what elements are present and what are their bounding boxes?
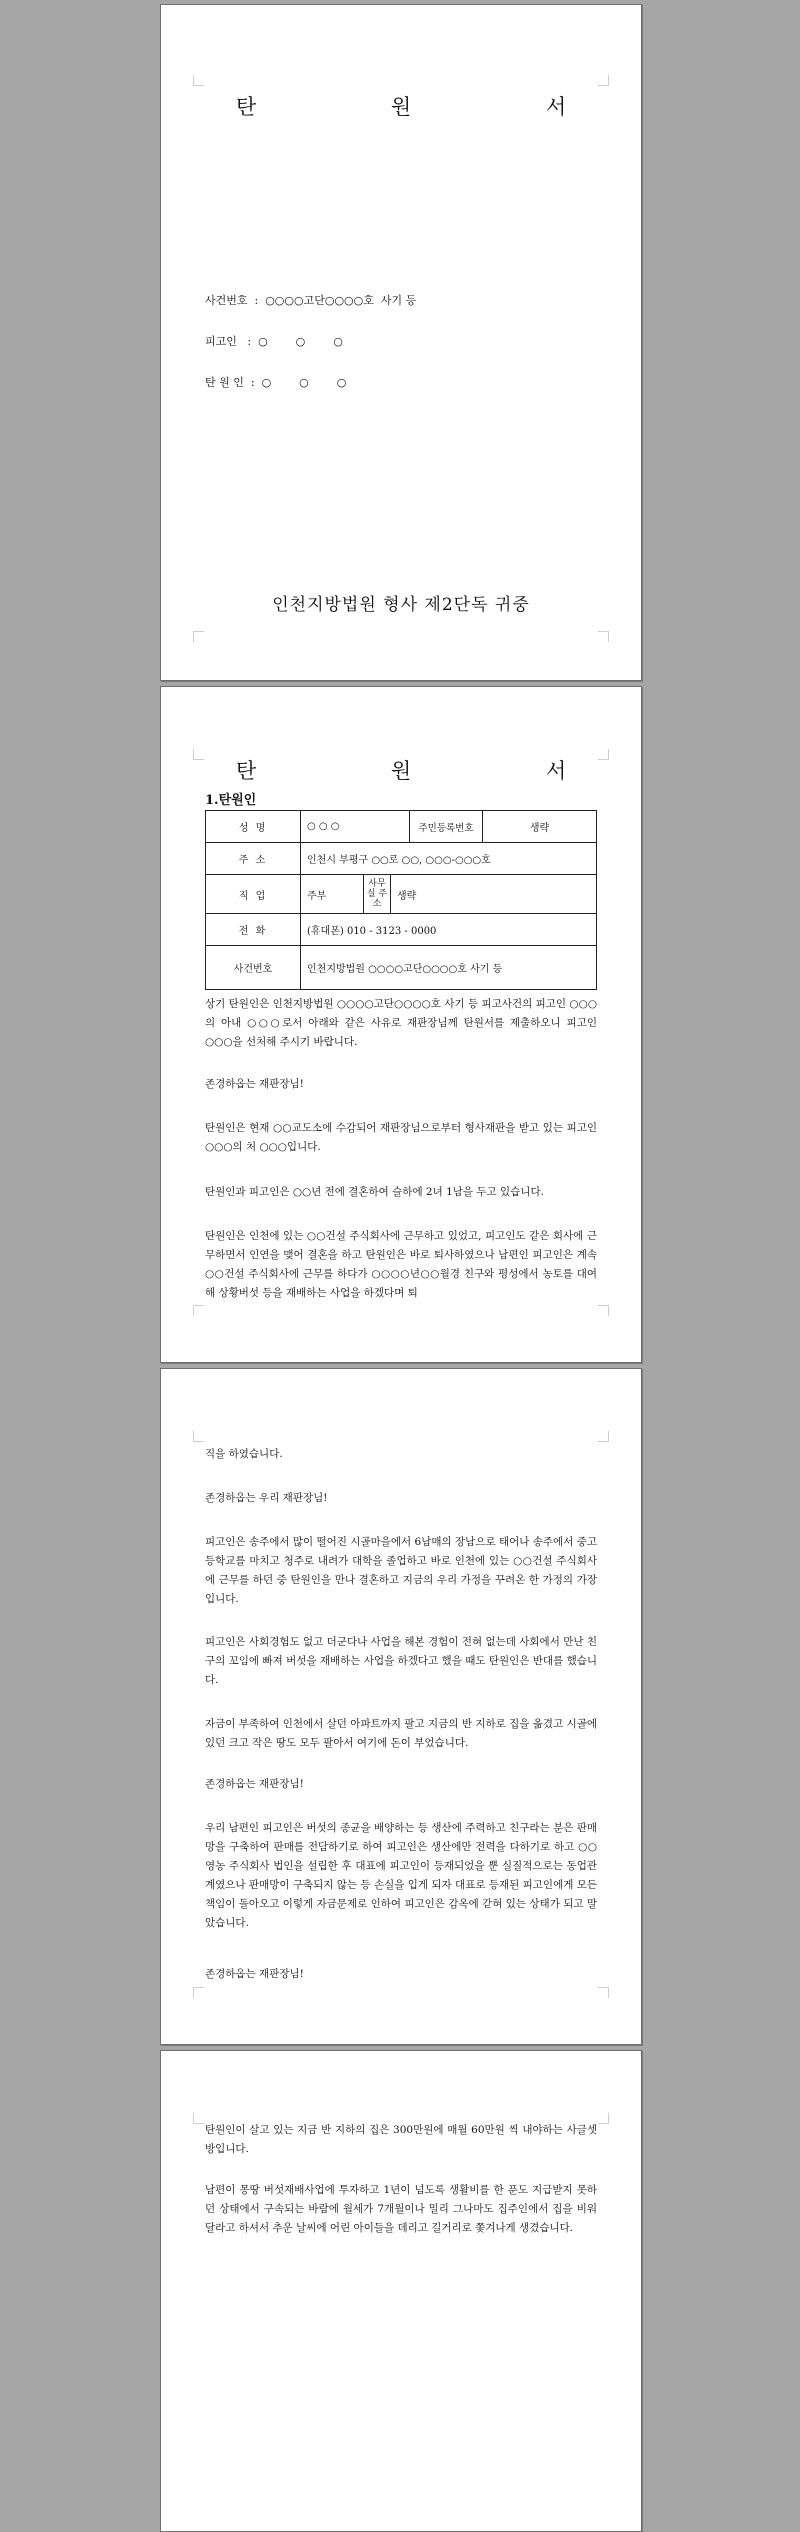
body-paragraph: 남편이 몽땅 버섯재배사업에 투자하고 1년이 넘도록 생활비를 한 푼도 지급받지 못하던 상태에서 구속되는 바람에 월세가 7개월이나 밀리 그나마도 집주인에서 집을 비워달라고 하셔서 추운 날씨에 어린 아이들을 데리고 길거리로 쫓겨나게 생겼습니다.: [205, 2184, 597, 2234]
body-paragraph: 피고인은 사회경험도 없고 더군다나 사업을 해본 경험이 전혀 없는데 사회에서 만난 친구의 꼬임에 빠져 버섯을 재배하는 사업을 하겠다고 했을 때도 탄원인은 반대를 했습니다.: [205, 1636, 597, 1686]
body-paragraph: 존경하옵는 우리 재판장님!: [205, 1492, 328, 1504]
case-number-value: 인천지방법원 ○○○○고단○○○○호 사기 등: [301, 946, 597, 990]
occupation-cell: [301, 875, 597, 914]
body-paragraph: 피고인은 송주에서 많이 떨어진 시골마을에서 6남매의 장남으로 태어나 송주에서 중고등학교를 마치고 청주로 내려가 대학을 졸업하고 바로 인천에 있는 ○○건설 주식회사에 근무를 하던 중 탄원인을 만나 결혼하고 지금의 우리 가정을 꾸려온 한 가정의 가장입니다.: [205, 1536, 597, 1605]
table-row: [206, 914, 597, 946]
petitioner-info-table: [205, 810, 597, 990]
address-label: 주 소: [206, 843, 301, 875]
document-title: 탄 원 서: [235, 759, 631, 783]
corner-mark: [598, 1305, 609, 1316]
table-row: [206, 811, 597, 843]
document-page-1: [160, 4, 642, 681]
name-value: ○ ○ ○: [301, 811, 410, 843]
corner-mark: [193, 631, 204, 642]
body-paragraph: 우리 남편인 피고인은 버섯의 종균을 배양하는 등 생산에 주력하고 친구라는 분은 판매망을 구축하여 판매를 전담하기로 하여 피고인은 생산에만 전력을 다하기로 하고 ○○영농 주식회사 법인을 설립한 후 대표에 피고인이 등재되었을 뿐 실질적으로는 동업관계였으나 판매망이 구축되지 않는 등 손실을 입게 되자 대표로 등재된 피고인에게 모든 책임이 돌아오고 이렇게 자금문제로 인하여 피고인은 감옥에 갇혀 있는 상태가 되고 말았습니다.: [205, 1822, 597, 1929]
office-address-value: 생략: [397, 890, 417, 902]
defendant-line: 피고인 : ○ ○ ○: [205, 335, 343, 348]
corner-mark: [598, 2113, 609, 2124]
court-addressee: 인천지방법원 형사 제2단독 귀중: [272, 595, 530, 615]
address-value: 인천시 부평구 ○○로 ○○, ○○○-○○○호: [301, 843, 597, 875]
body-paragraph: 탄원인은 인천에 있는 ○○건설 주식회사에 근무하고 있었고, 피고인도 같은 회사에 근무하면서 인연을 맺어 결혼을 하고 탄원인은 바로 퇴사하였으나 남편인 피고인은 계속 ○○건설 주식회사에 근무를 하다가 ○○○○년○○월경 친구와 평성에서 농토를 대여해 상황버섯 등을 재배하는 사업을 하겠다며 퇴: [205, 1230, 597, 1299]
corner-mark: [193, 2113, 204, 2124]
body-paragraph: 상기 탄원인은 인천지방법원 ○○○○고단○○○○호 사기 등 피고사건의 피고인 ○○○의 아내 ○○○로서 아래와 같은 사유로 재판장님께 탄원서를 제출하오니 피고인 ○○○을 선처해 주시기 바랍니다.: [205, 998, 597, 1048]
phone-value: (휴대폰) 010 - 3123 - 0000: [301, 914, 597, 946]
body-paragraph: 존경하옵는 재판장님!: [205, 1778, 304, 1790]
corner-mark: [598, 1987, 609, 1998]
name-label: 성 명: [206, 811, 301, 843]
corner-mark: [193, 1431, 204, 1442]
case-number-label: 사건번호: [206, 946, 301, 990]
occupation-value: 주부: [307, 890, 327, 902]
phone-label: 전 화: [206, 914, 301, 946]
document-title: 탄 원 서: [235, 95, 631, 119]
body-paragraph: 존경하옵는 재판장님!: [205, 1078, 304, 1090]
corner-mark: [193, 1305, 204, 1316]
corner-mark: [193, 1987, 204, 1998]
body-paragraph: 직을 하였습니다.: [205, 1448, 283, 1460]
document-page-3: [160, 1368, 642, 2045]
occupation-label: 직 업: [206, 875, 301, 914]
table-row: [206, 875, 597, 914]
corner-mark: [598, 1431, 609, 1442]
corner-mark: [598, 75, 609, 86]
body-paragraph: 탄원인이 살고 있는 지금 반 지하의 집은 300만원에 매월 60만원 씩 내야하는 사글셋방입니다.: [205, 2124, 597, 2155]
corner-mark: [193, 75, 204, 86]
body-paragraph: 탄원인과 피고인은 ○○년 전에 결혼하여 슬하에 2녀 1남을 두고 있습니다.: [205, 1186, 544, 1198]
occupation-subtable: [301, 875, 596, 913]
section-heading: 1.탄원인: [205, 793, 257, 808]
petitioner-line: 탄 원 인 : ○ ○ ○: [205, 376, 347, 389]
table-row: [206, 946, 597, 990]
body-paragraph: 자금이 부족하여 인천에서 살던 아파트까지 팔고 지금의 반 지하로 집을 옮겼고 시골에 있던 크고 작은 땅도 모두 팔아서 여기에 돈이 부었습니다.: [205, 1718, 597, 1749]
case-number-line: 사건번호 : ○○○○고단○○○○호 사기 등: [205, 294, 417, 307]
resident-number-value: 생략: [483, 811, 597, 843]
corner-mark: [598, 631, 609, 642]
body-paragraph: 탄원인은 현재 ○○교도소에 수감되어 재판장님으로부터 형사재판을 받고 있는 피고인 ○○○의 처 ○○○입니다.: [205, 1122, 597, 1153]
body-paragraph: 존경하옵는 재판장님!: [205, 1968, 304, 1980]
resident-number-label: 주민등록번호: [410, 811, 483, 843]
office-address-label: 사무실 주 소: [364, 875, 391, 913]
table-row: [206, 843, 597, 875]
document-page-2: [160, 686, 642, 1363]
document-page-4: [160, 2050, 642, 2532]
